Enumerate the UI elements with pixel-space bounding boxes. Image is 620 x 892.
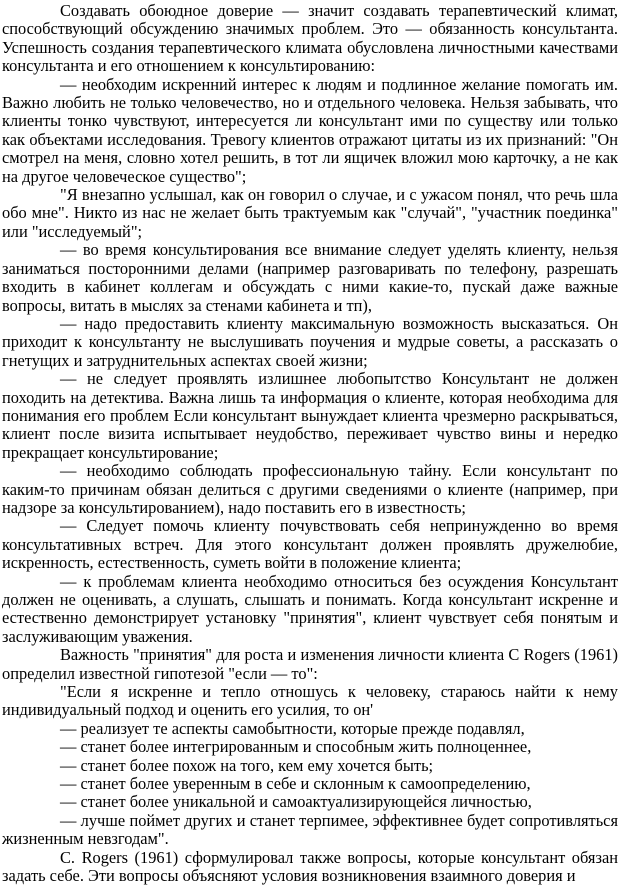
list-item: — реализует те аспекты самобытности, которые прежде подавлял,: [60, 718, 525, 738]
paragraph: — необходимо соблюдать профессиональную тайну. Если консультант по каким-то причинам обязан делиться с другими сведениями о клиенте (например, при надзоре за консультированием), надо поставить его в известность;: [2, 461, 618, 517]
quote-paragraph: "Если я искренне и тепло отношусь к человеку, стараюсь найти к нему индивидуальный подход и оценить его усилия, то он': [2, 682, 618, 720]
paragraph: — во время консультирования все внимание следует уделять клиенту, нельзя заниматься посторонними делами (например разговаривать по телефону, разрешать входить в кабинет коллегам и обсуждать с ними какие-то, пускай даже важные вопросы, витать в мыслях за стенами кабинета и тп),: [2, 240, 618, 315]
list-item: — лучше поймет других и станет терпимее, эффективнее будет сопротивляться жизненным невзгодам".: [2, 810, 618, 849]
paragraph: Важность "принятия" для роста и изменения личности клиента C Rogers (1961) определил известной гипотезой "если — то":: [2, 645, 618, 683]
list-item: — станет более уверенным в себе и склонным к самоопределению,: [60, 774, 531, 794]
paragraph: — к проблемам клиента необходимо относиться без осуждения Консультант должен не оценивать, а слушать, слышать и понимать. Когда консультант искренне и естественно демонстрирует установку "принятия", клиент чувствует себя понятым и заслуживающим уважения.: [2, 571, 618, 646]
paragraph: — необходим искренний интерес к людям и подлинное желание помогать им. Важно любить не только человечество, но и отдельного человека. Нельзя забывать, что клиенты тонко чувствуют, интересуется ли консультант ими по существу или только как объектами исследования. Тревогу клиентов отражают цитаты из их признаний: "Он смотрел на меня, словно хотел решить, в тот ли ящичек вложил мою карточку, а не как на другое человеческое существо";: [2, 74, 618, 186]
paragraph: "Я внезапно услышал, как он говорил о случае, и с ужасом понял, что речь шла обо мне". Никто из нас не желает быть трактуемым как "случай", "участник поединка" или "исследуемый";: [2, 185, 618, 241]
paragraph: — Следует помочь клиенту почувствовать себя непринужденно во время консультативных встреч. Для этого консультант должен проявлять дружелюбие, искренность, естественность, суметь войти в положение клиента;: [2, 516, 618, 573]
paragraph: — надо предоставить клиенту максимальную возможность высказаться. Он приходит к консультанту не выслушивать поучения и мудрые советы, а рассказать о гнетущих и затруднительных аспектах своей жизни;: [2, 313, 618, 370]
list-item: — станет более интегрированным и способным жить полноценнее,: [60, 737, 532, 757]
list-item: — станет более похож на того, кем ему хочется быть;: [60, 755, 434, 775]
paragraph: Создавать обоюдное доверие — значит создавать терапевтический климат, способствующий обсуждению значимых проблем. Это — обязанность консультанта. Успешность создания терапевтического климата обусловлена личностными качествами консультанта и его отношением к консультированию:: [2, 1, 618, 76]
list-item: — станет более уникальной и самоактуализирующейся личностью,: [60, 792, 532, 812]
paragraph: C. Rogers (1961) сформулировал также вопросы, которые консультант обязан задать себе. Эти вопросы объясняют условия возникновения взаимного доверия и: [2, 847, 618, 886]
paragraph: — не следует проявлять излишнее любопытство Консультант не должен походить на детектива. Важна лишь та информация о клиенте, которая необходима для понимания его проблем Если консультант вынуждает клиента чрезмерно раскрываться, клиент после визита испытывает неудобство, переживает чувство вины и нередко прекращает консультирование;: [2, 369, 618, 462]
